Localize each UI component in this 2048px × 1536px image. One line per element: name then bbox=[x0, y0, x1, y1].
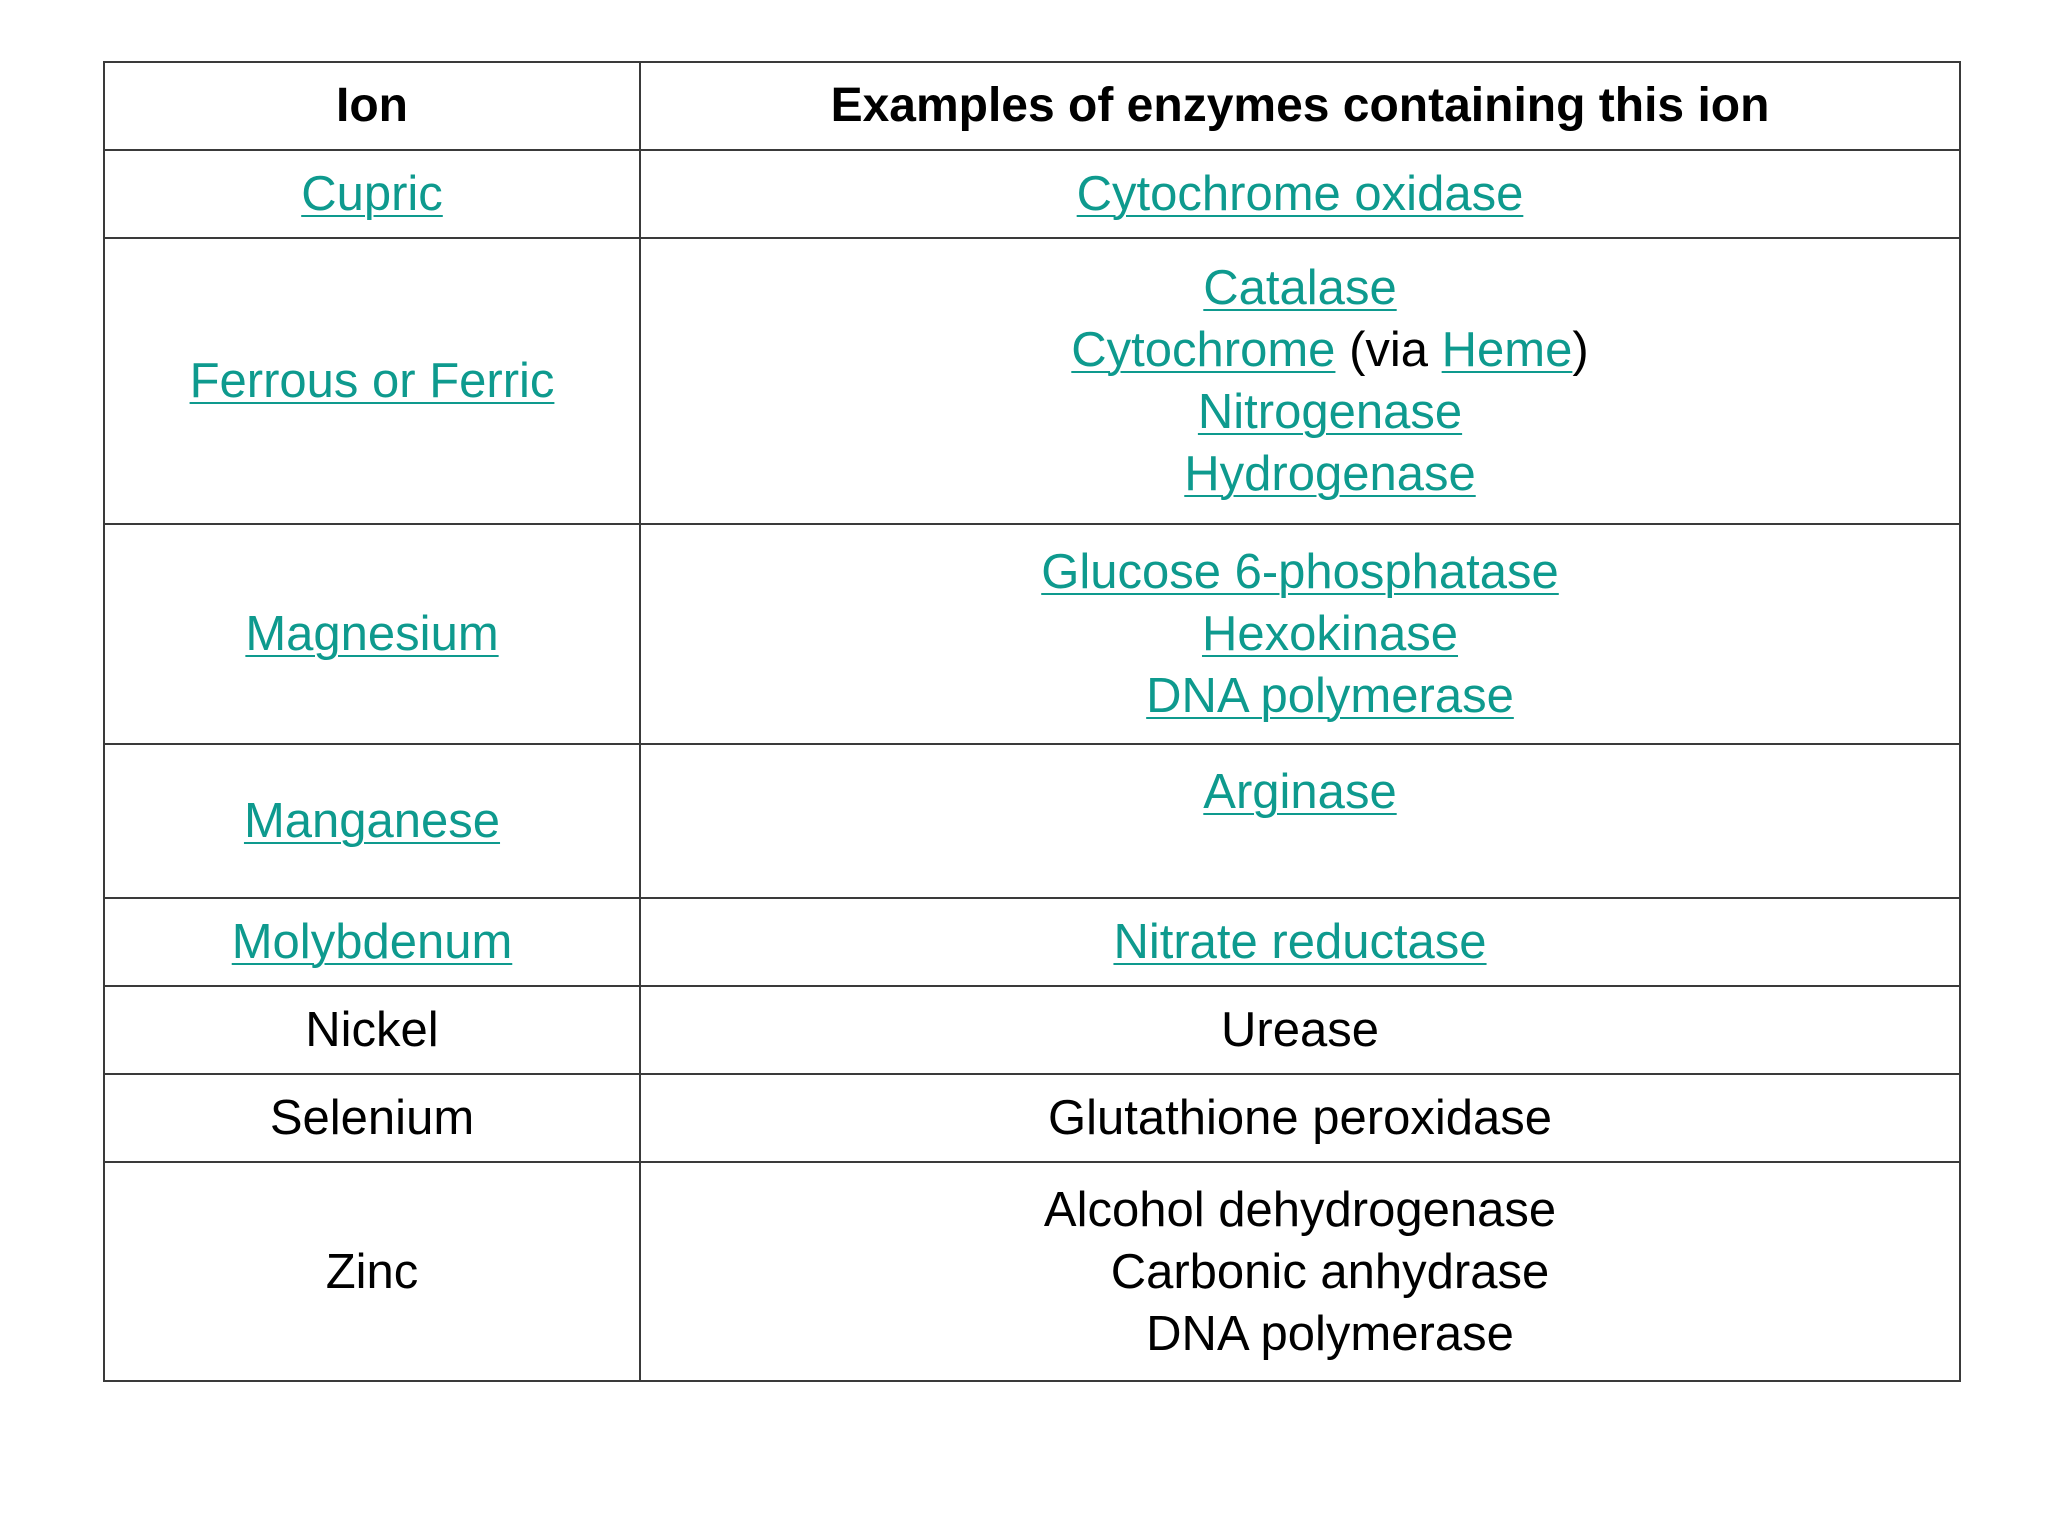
enzymes-cell bbox=[640, 150, 1960, 238]
ion-cell: Zinc bbox=[104, 1162, 640, 1381]
ion-cell: Nickel bbox=[104, 986, 640, 1074]
table-row-zinc bbox=[104, 1162, 1960, 1381]
header-row bbox=[104, 62, 1960, 150]
table-row-magnesium bbox=[104, 524, 1960, 744]
ion-link-magnesium[interactable]: Magnesium bbox=[245, 607, 499, 661]
enzymes-cell bbox=[640, 524, 1960, 744]
enzyme-link-hexokinase[interactable]: Hexokinase bbox=[1201, 607, 1459, 661]
enzymes-cell bbox=[640, 898, 1960, 986]
enzymes-cell bbox=[640, 238, 1960, 524]
table-row-nickel bbox=[104, 986, 1960, 1074]
enzymes-cell bbox=[640, 1162, 1960, 1381]
enzyme-link-cytochrome[interactable]: Cytochrome bbox=[1071, 323, 1336, 377]
enzyme-link-glucose-6-phosphatase[interactable]: Glucose 6-phosphatase bbox=[1041, 545, 1559, 599]
enzyme-link-dna-polymerase[interactable]: DNA polymerase bbox=[1146, 669, 1514, 723]
enzyme-line bbox=[641, 443, 1959, 505]
enzyme-link-hydrogenase[interactable]: Hydrogenase bbox=[1184, 447, 1476, 501]
ion-cell bbox=[104, 898, 640, 986]
ion-link-manganese[interactable]: Manganese bbox=[243, 794, 501, 848]
enzyme-line bbox=[641, 665, 1959, 727]
ion-cell bbox=[104, 744, 640, 898]
ion-cell: Selenium bbox=[104, 1074, 640, 1162]
enzyme-line bbox=[641, 257, 1959, 319]
enzyme-link-cytochrome-oxidase[interactable]: Cytochrome oxidase bbox=[1076, 167, 1524, 221]
ion-cell bbox=[104, 524, 640, 744]
ion-cell bbox=[104, 238, 640, 524]
close-paren-text: ) bbox=[1572, 323, 1589, 377]
enzyme-line bbox=[641, 541, 1959, 603]
enzyme-link-nitrate-reductase[interactable]: Nitrate reductase bbox=[1113, 915, 1487, 969]
enzymes-cell bbox=[640, 744, 1960, 898]
enzyme-line bbox=[641, 603, 1959, 665]
via-text: (via bbox=[1349, 323, 1442, 377]
enzyme-line: DNA polymerase bbox=[1146, 1306, 1514, 1361]
enzyme-line: Alcohol dehydrogenase bbox=[1043, 1182, 1557, 1237]
enzyme-link-nitrogenase[interactable]: Nitrogenase bbox=[1197, 385, 1463, 439]
enzyme-link-catalase[interactable]: Catalase bbox=[1203, 261, 1397, 315]
enzymes-cell: Glutathione peroxidase bbox=[640, 1074, 1960, 1162]
ion-link-ferrous-or-ferric[interactable]: Ferrous or Ferric bbox=[189, 354, 555, 408]
table-row-iron bbox=[104, 238, 1960, 524]
enzyme-link-heme[interactable]: Heme bbox=[1441, 323, 1573, 377]
ion-link-molybdenum[interactable]: Molybdenum bbox=[231, 915, 513, 969]
ion-link-cupric[interactable]: Cupric bbox=[301, 167, 443, 221]
table-row-manganese bbox=[104, 744, 1960, 898]
enzyme-link-arginase[interactable]: Arginase bbox=[1203, 765, 1397, 819]
enzyme-line bbox=[641, 381, 1959, 443]
ion-enzyme-table bbox=[103, 61, 1961, 1382]
header-enzymes: Examples of enzymes containing this ion bbox=[640, 62, 1960, 150]
ion-cell bbox=[104, 150, 640, 238]
enzyme-line: Carbonic anhydrase bbox=[1110, 1244, 1550, 1299]
table-row-cupric bbox=[104, 150, 1960, 238]
table-row-selenium bbox=[104, 1074, 1960, 1162]
header-ion: Ion bbox=[104, 62, 640, 150]
enzymes-cell: Urease bbox=[640, 986, 1960, 1074]
enzyme-line bbox=[641, 319, 1959, 381]
table-row-molybdenum bbox=[104, 898, 1960, 986]
